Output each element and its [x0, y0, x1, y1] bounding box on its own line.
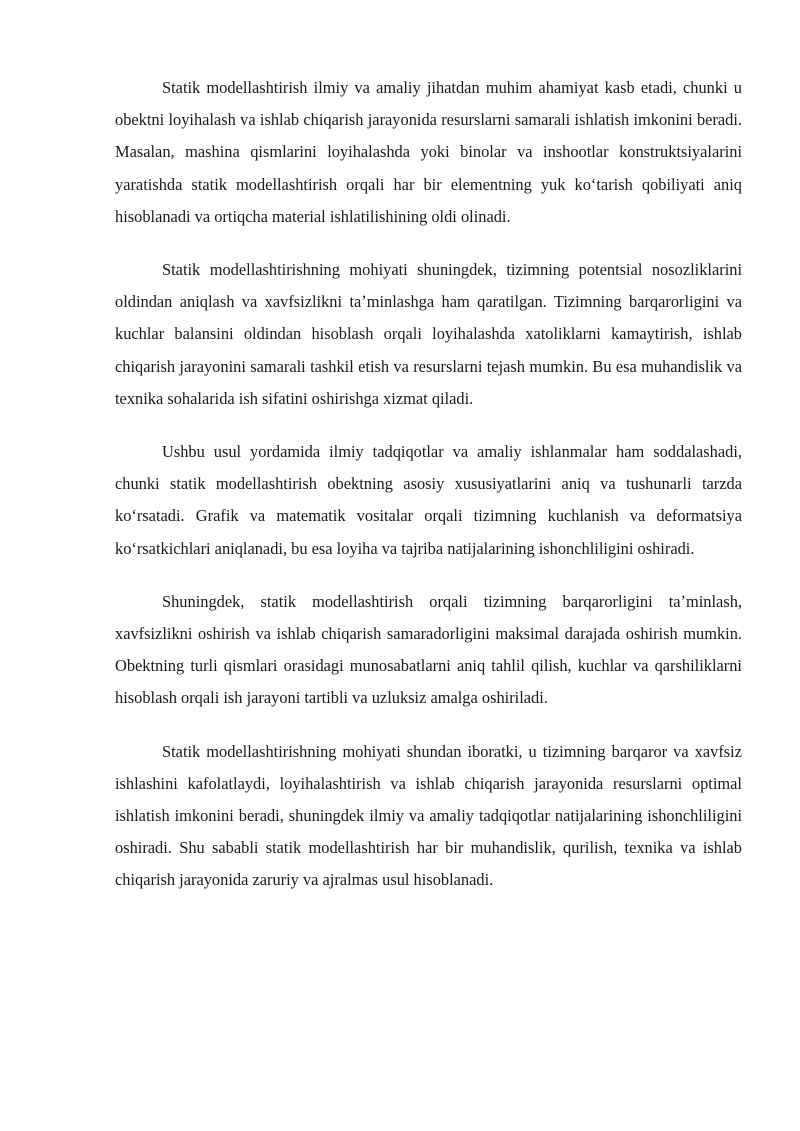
paragraph-4: Shuningdek, statik modellashtirish orqali tizimning barqarorligini taʼminlash, xavfsizlikni oshirish va ishlab chiqarish samaradorligini maksimal darajada oshirish mumkin. Obektning turli qismlari orasidagi munosabatlarni aniq tahlil qilish, kuchlar va qarshiliklarni hisoblash orqali ish jarayoni tartibli va uzluksiz amalga oshiriladi. [115, 591, 742, 708]
paragraph-3: Ushbu usul yordamida ilmiy tadqiqotlar va amaliy ishlanmalar ham soddalashadi, chunki statik modellashtirish obektning asosiy xususiyatlarini aniq va tushunarli tarzda koʻrsatadi. Grafik va matematik vositalar orqali tizimning kuchlanish va deformatsiya koʻrsatkichlari aniqlanadi, bu esa loyiha va tajriba natijalarining ishonchliligini oshiradi. [115, 442, 742, 558]
document-body [115, 72, 742, 918]
paragraph-2: Statik modellashtirishning mohiyati shuningdek, tizimning potentsial nosozliklarini oldindan aniqlash va xavfsizlikni taʼminlashga ham qaratilgan. Tizimning barqarorligini va kuchlar balansini oldindan hisoblash orqali loyihalashda xatoliklarni kamaytirish, ishlab chiqarish jarayonini samarali tashkil etish va resurslarni tejash mumkin. Bu esa muhandislik va texnika sohalarida ish sifatini oshirishga xizmat qiladi. [115, 260, 742, 408]
paragraph-5: Statik modellashtirishning mohiyati shundan iboratki, u tizimning barqaror va xavfsiz ishlashini kafolatlaydi, loyihalashtirish va ishlab chiqarish jarayonida resurslarni optimal ishlatish imkonini beradi, shuningdek ilmiy va amaliy tadqiqotlar natijalarining ishonchliligini oshiradi. Shu sababli statik modellashtirish har bir muhandislik, qurilish, texnika va ishlab chiqarish jarayonida zaruriy va ajralmas usul hisoblanadi. [115, 741, 742, 890]
paragraph-1: Statik modellashtirish ilmiy va amaliy jihatdan muhim ahamiyat kasb etadi, chunki u obektni loyihalash va ishlab chiqarish jarayonida resurslarni samarali ishlatish imkonini beradi. Masalan, mashina qismlarini loyihalashda yoki binolar va inshootlar konstruktsiyalarini yaratishda statik modellashtirish orqali har bir elementning yuk koʻtarish qobiliyati aniq hisoblanadi va ortiqcha material ishlatilishining oldi olinadi. [115, 78, 742, 226]
